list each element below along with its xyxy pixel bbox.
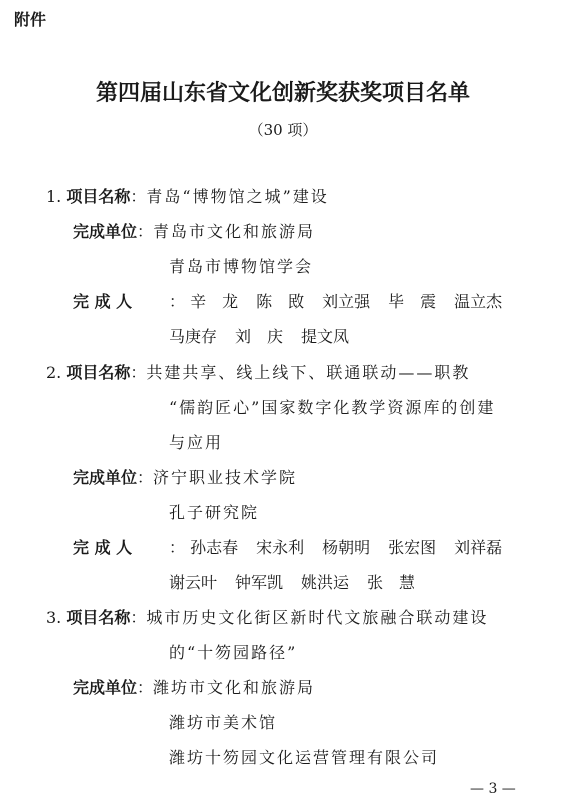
project-number: 3. <box>46 608 62 627</box>
project-name-value: 青岛“博物馆之城”建设 <box>146 187 329 206</box>
project-name-value: 的“十笏园路径” <box>169 643 298 662</box>
project-1-people-row <box>73 288 520 316</box>
colon: ： <box>169 538 186 557</box>
unit-value: 济宁职业技术学院 <box>153 468 298 487</box>
person-name: 刘立强 <box>322 292 371 311</box>
colon: ： <box>137 468 154 487</box>
page-title: 第四届山东省文化创新奖获奖项目名单 <box>95 80 470 106</box>
colon: ： <box>130 187 147 206</box>
person-name: 陈 敃 <box>256 292 305 311</box>
project-1-unit-row-2 <box>169 253 313 281</box>
project-1-name-row <box>46 183 329 211</box>
project-2-people-row-2 <box>169 569 433 597</box>
person-name: 宋永利 <box>256 538 305 557</box>
person-name: 谢云叶 <box>169 573 218 592</box>
project-name-label: 项目名称 <box>66 608 131 627</box>
project-name-label: 项目名称 <box>66 187 131 206</box>
person-name: 刘 庆 <box>235 327 284 346</box>
project-name-value: 城市历史文化街区新时代文旅融合联动建设 <box>146 608 489 627</box>
project-1-unit-row <box>73 218 315 246</box>
project-name-value: 与应用 <box>169 433 224 452</box>
project-2-name-row-3 <box>169 429 223 457</box>
person-label: 完 成 人 <box>73 538 133 557</box>
person-name: 姚洪运 <box>301 573 350 592</box>
person-name: 杨朝明 <box>322 538 371 557</box>
project-3-unit-row <box>73 674 315 702</box>
unit-value: 青岛市文化和旅游局 <box>153 222 316 241</box>
unit-label: 完成单位 <box>73 678 138 697</box>
project-3-name-row <box>46 604 488 632</box>
page-number: — 3 — <box>470 781 516 797</box>
project-2-unit-row-2 <box>169 499 259 527</box>
project-2-unit-row <box>73 464 297 492</box>
person-label: 完 成 人 <box>73 292 133 311</box>
project-1-people-row-2 <box>169 323 367 351</box>
project-name-value: 共建共享、线上线下、联通联动——职教 <box>146 363 471 382</box>
person-name: 温立杰 <box>454 292 503 311</box>
person-name: 钟军凯 <box>235 573 284 592</box>
attachment-label: 附件 <box>14 10 47 29</box>
project-number: 2. <box>46 363 62 382</box>
unit-label: 完成单位 <box>73 222 138 241</box>
project-3-name-row-2 <box>169 639 297 667</box>
project-3-unit-row-3 <box>169 744 439 772</box>
project-2-people-row <box>73 534 520 562</box>
page-subtitle: （30 项） <box>248 121 318 139</box>
project-name-value: “儒韵匠心”国家数字化教学资源库的创建 <box>169 398 496 417</box>
person-name: 辛 龙 <box>190 292 239 311</box>
project-2-name-row <box>46 359 470 387</box>
unit-value: 青岛市博物馆学会 <box>169 257 314 276</box>
unit-value: 潍坊市文化和旅游局 <box>153 678 316 697</box>
person-name: 马庚存 <box>169 327 218 346</box>
person-name: 张 慧 <box>367 573 416 592</box>
unit-value: 孔子研究院 <box>169 503 260 522</box>
person-name: 刘祥磊 <box>454 538 503 557</box>
colon: ： <box>169 292 186 311</box>
colon: ： <box>130 608 147 627</box>
person-name: 孙志春 <box>190 538 239 557</box>
project-name-label: 项目名称 <box>66 363 131 382</box>
colon: ： <box>137 222 154 241</box>
person-name: 张宏图 <box>388 538 437 557</box>
project-number: 1. <box>46 187 62 206</box>
colon: ： <box>130 363 147 382</box>
person-name: 提文凤 <box>301 327 350 346</box>
unit-value: 潍坊十笏园文化运营管理有限公司 <box>169 748 440 767</box>
colon: ： <box>137 678 154 697</box>
unit-label: 完成单位 <box>73 468 138 487</box>
project-2-name-row-2 <box>169 394 495 422</box>
person-name: 毕 震 <box>388 292 437 311</box>
unit-value: 潍坊市美术馆 <box>169 713 278 732</box>
project-3-unit-row-2 <box>169 709 277 737</box>
